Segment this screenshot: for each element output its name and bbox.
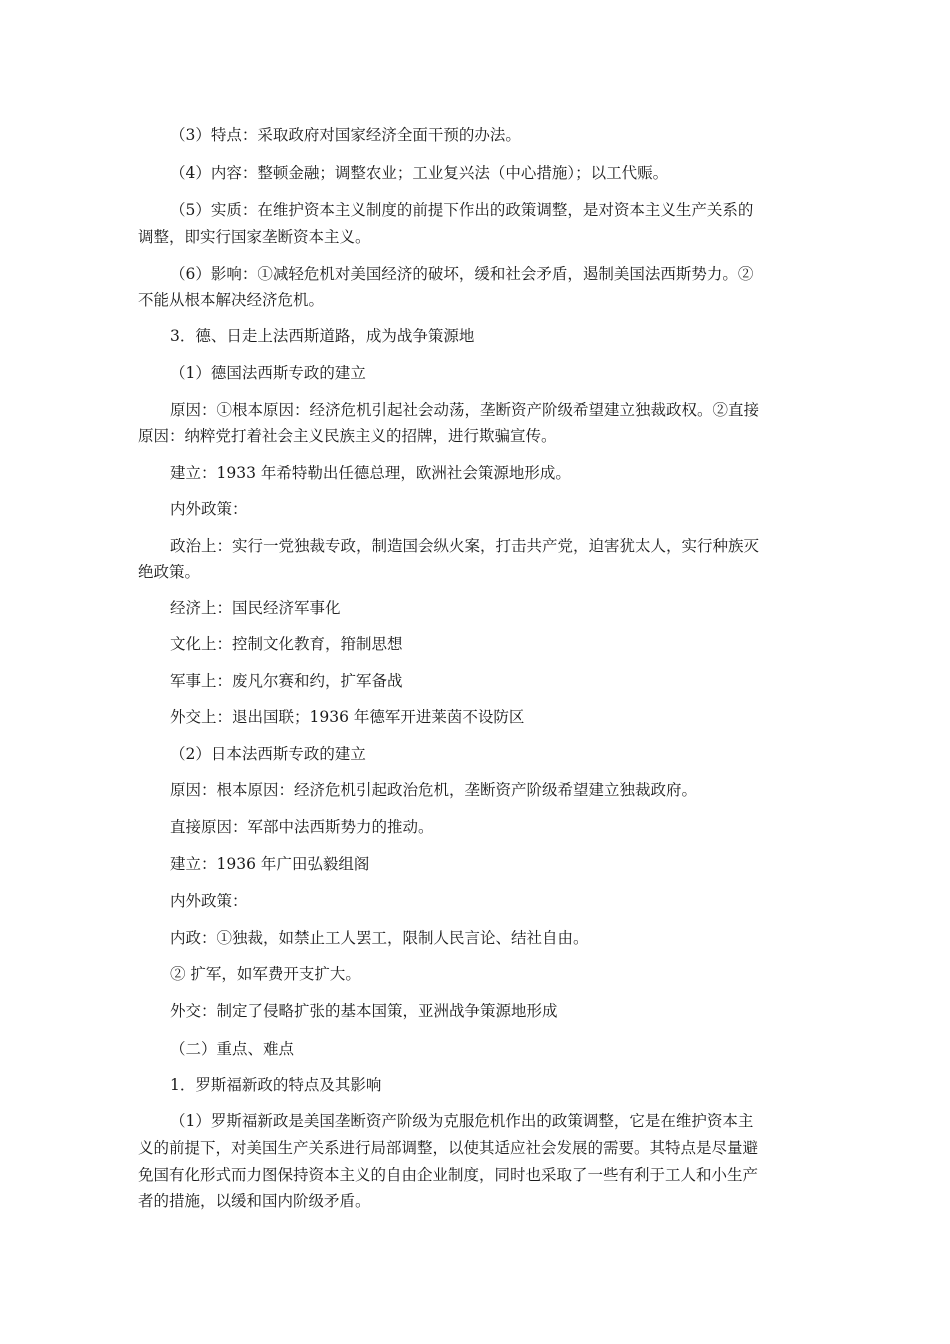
text-line: （1）罗斯福新政是美国垄断资产阶级为克服危机作出的政策调整，它是在维护资本主 <box>170 1112 754 1130</box>
text-line: 内政：①独裁，如禁止工人罢工，限制人民言论、结社自由。 <box>170 929 589 947</box>
text-line: （6）影响：①减轻危机对美国经济的破坏，缓和社会矛盾，遏制美国法西斯势力。② <box>170 265 754 283</box>
subsection-heading: （1）德国法西斯专政的建立 <box>170 364 366 382</box>
text-line: 不能从根本解决经济危机。 <box>138 291 325 309</box>
text-line: 文化上：控制文化教育，箝制思想 <box>170 635 403 653</box>
text-line: 绝政策。 <box>138 563 201 581</box>
text-line: 军事上：废凡尔赛和约，扩军备战 <box>170 672 403 690</box>
text-line: （5）实质：在维护资本主义制度的前提下作出的政策调整，是对资本主义生产关系的 <box>170 201 754 219</box>
text-line: （3）特点：采取政府对国家经济全面干预的办法。 <box>170 126 521 144</box>
text-line: ② 扩军，如军费开支扩大。 <box>170 965 361 983</box>
text-line: 原因：①根本原因：经济危机引起社会动荡，垄断资产阶级希望建立独裁政权。②直接 <box>170 401 760 419</box>
section-heading: 1．罗斯福新政的特点及其影响 <box>170 1076 382 1094</box>
text-line: 调整，即实行国家垄断资本主义。 <box>138 228 371 246</box>
text-line: 建立：1933 年希特勒出任德总理，欧洲社会策源地形成。 <box>170 464 571 482</box>
text-line: （4）内容：整顿金融；调整农业；工业复兴法（中心措施）；以工代赈。 <box>170 164 669 182</box>
text-line: 外交：制定了侵略扩张的基本国策，亚洲战争策源地形成 <box>170 1002 558 1020</box>
text-line: 原因：纳粹党打着社会主义民族主义的招牌，进行欺骗宣传。 <box>138 427 557 445</box>
text-line: 内外政策： <box>170 500 248 518</box>
text-line: 义的前提下，对美国生产关系进行局部调整，以使其适应社会发展的需要。其特点是尽量避 <box>138 1139 759 1157</box>
text-line: 免国有化形式而力图保持资本主义的自由企业制度，同时也采取了一些有利于工人和小生产 <box>138 1166 759 1184</box>
section-heading: （二）重点、难点 <box>170 1040 295 1058</box>
text-line: 建立：1936 年广田弘毅组阁 <box>170 855 370 873</box>
text-line: 经济上：国民经济军事化 <box>170 599 341 617</box>
section-heading: 3．德、日走上法西斯道路，成为战争策源地 <box>170 327 475 345</box>
subsection-heading: （2）日本法西斯专政的建立 <box>170 745 366 763</box>
text-line: 者的措施，以缓和国内阶级矛盾。 <box>138 1192 371 1210</box>
text-line: 政治上：实行一党独裁专政，制造国会纵火案，打击共产党，迫害犹太人，实行种族灭 <box>170 537 760 555</box>
text-line: 原因：根本原因：经济危机引起政治危机，垄断资产阶级希望建立独裁政府。 <box>170 781 698 799</box>
text-line: 直接原因：军部中法西斯势力的推动。 <box>170 818 434 836</box>
text-line: 内外政策： <box>170 892 248 910</box>
text-line: 外交上：退出国联；1936 年德军开进莱茵不设防区 <box>170 708 525 726</box>
